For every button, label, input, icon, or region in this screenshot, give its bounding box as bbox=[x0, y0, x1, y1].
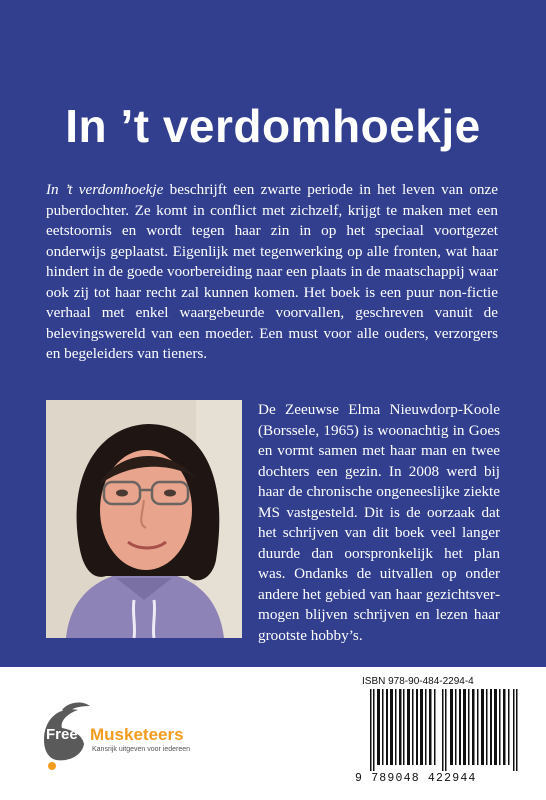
blurb-text: beschrijft een zwarte periode in het leven van onze puberdochter. Ze komt in conflict met zichzelf, krijgt te maken met een eetstoornis en wordt tegen haar zin in op het speciaal voortgezet onderwijs geplaatst. Eigenlijk met tegenwerking op alle fronten, wat haar hindert in de goede voorbereiding naar een plaats in de maatschappij waar ook zij tot haar recht zal kunnen komen. Het boek is een puur non-fictie verhaal met enkel waargebeurde voorvallen, geschreven vanuit de belevingswereld van een moeder. Een must voor alle ouders, verzorgers en begeleiders van tieners. bbox=[46, 181, 498, 362]
isbn-label: ISBN 978-90-484-2294-4 bbox=[362, 676, 474, 687]
publisher-name-musketeers: Musketeers bbox=[90, 725, 184, 744]
book-title: In ’t verdomhoekje bbox=[65, 100, 481, 152]
author-portrait-illustration bbox=[46, 400, 242, 638]
author-photo bbox=[46, 400, 242, 638]
publisher-name-free: Free bbox=[46, 726, 78, 743]
barcode-digits: 9 789048 422944 bbox=[355, 772, 477, 785]
book-blurb bbox=[46, 180, 498, 365]
publisher-tagline: Kansrijk uitgeven voor iedereen bbox=[92, 746, 191, 753]
blurb-title-italic: In ’t verdomhoekje bbox=[46, 181, 164, 198]
author-bio: De Zeeuwse Elma Nieuwdorp-Koole (Borssele, 1965) is woonachtig in Goes en vormt samen met haar man en twee dochters een gezin. In 2008 werd bij haar de chronische ongeneeslijke ziekte MS vastgesteld. Dit is de oorzaak dat het schrijven van dit boek veel langer duurde dan oorspronkelijk het plan was. Ondanks de uitvallen op onder andere het gebied van haar gezichtsvermogen blijven schrijven en lezen haar grootste hobby’s. bbox=[258, 401, 500, 644]
barcode-icon bbox=[370, 689, 520, 771]
publisher-logo bbox=[38, 700, 228, 772]
